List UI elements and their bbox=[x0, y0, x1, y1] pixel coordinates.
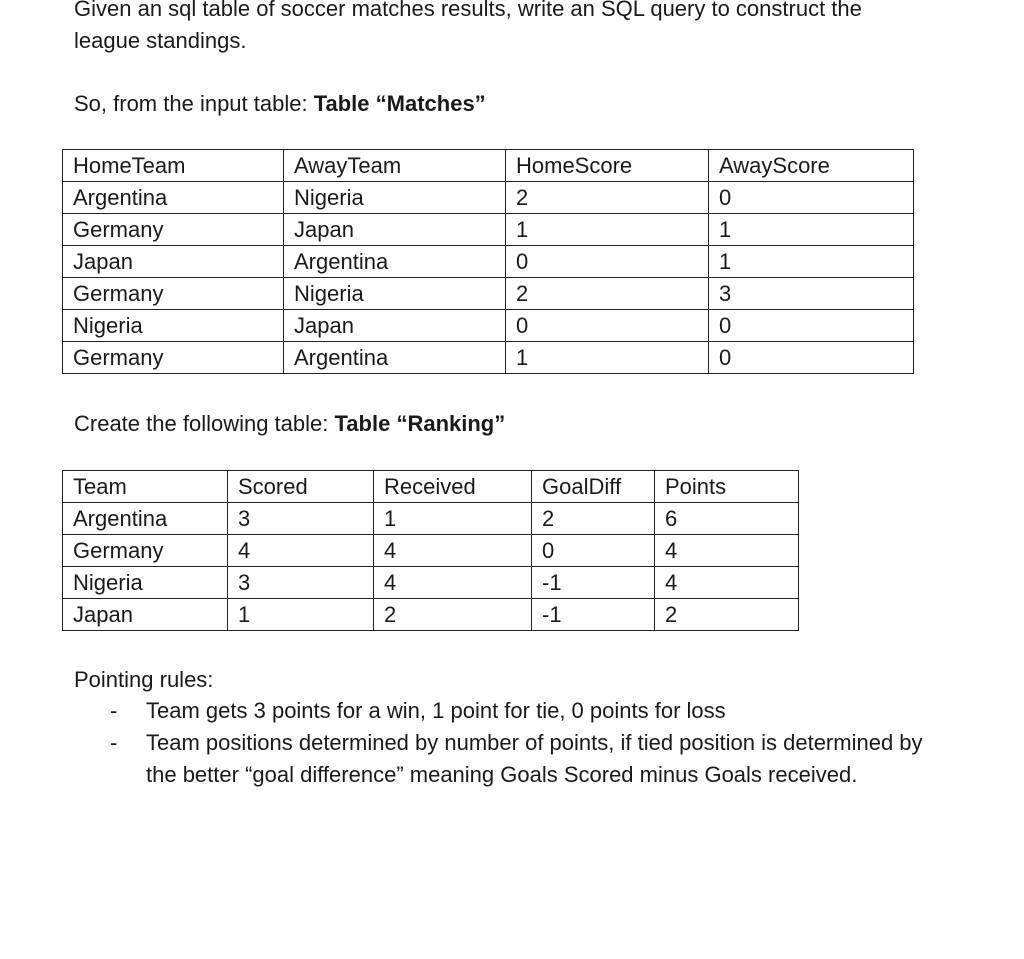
rules-list bbox=[74, 695, 954, 791]
ranking-header-cell: Points bbox=[655, 471, 799, 503]
table-cell: Japan bbox=[284, 214, 506, 246]
table-row bbox=[63, 246, 914, 278]
table-row bbox=[63, 310, 914, 342]
table-cell: 4 bbox=[374, 567, 532, 599]
table-cell: 1 bbox=[709, 246, 914, 278]
table-cell: 4 bbox=[228, 535, 374, 567]
table-cell: 0 bbox=[506, 246, 709, 278]
table-cell: 0 bbox=[709, 342, 914, 374]
ranking-header-cell: Scored bbox=[228, 471, 374, 503]
table-cell: Japan bbox=[63, 599, 228, 631]
table-cell: -1 bbox=[532, 599, 655, 631]
ranking-header-cell: Team bbox=[63, 471, 228, 503]
table-cell: 2 bbox=[655, 599, 799, 631]
table-cell: 3 bbox=[228, 567, 374, 599]
matches-table-title: Table “Matches” bbox=[313, 91, 486, 116]
matches-header-cell: AwayTeam bbox=[284, 150, 506, 182]
rules-heading: Pointing rules: bbox=[74, 667, 214, 692]
intro-line-1: Given an sql table of soccer matches results, write an SQL query to construct the bbox=[74, 0, 862, 21]
ranking-header-cell: Received bbox=[374, 471, 532, 503]
matches-header-cell: HomeScore bbox=[506, 150, 709, 182]
table-cell: 1 bbox=[709, 214, 914, 246]
ranking-table bbox=[62, 470, 799, 631]
table-cell: 4 bbox=[374, 535, 532, 567]
table-cell: 3 bbox=[709, 278, 914, 310]
table-cell: Nigeria bbox=[284, 182, 506, 214]
table-cell: 2 bbox=[374, 599, 532, 631]
table-cell: -1 bbox=[532, 567, 655, 599]
table-row bbox=[63, 182, 914, 214]
table-cell: 2 bbox=[506, 182, 709, 214]
table-row bbox=[63, 599, 799, 631]
matches-caption-prefix: So, from the input table: bbox=[74, 91, 314, 116]
table-cell: Japan bbox=[284, 310, 506, 342]
intro-line-2: league standings. bbox=[74, 28, 247, 53]
table-row bbox=[63, 214, 914, 246]
table-cell: Germany bbox=[63, 342, 284, 374]
ranking-caption-prefix: Create the following table: bbox=[74, 411, 335, 436]
matches-caption bbox=[74, 88, 486, 120]
table-row bbox=[63, 278, 914, 310]
table-cell: 6 bbox=[655, 503, 799, 535]
table-row bbox=[63, 567, 799, 599]
table-cell: Argentina bbox=[284, 246, 506, 278]
list-item bbox=[74, 695, 954, 727]
table-cell: Germany bbox=[63, 535, 228, 567]
ranking-header-row bbox=[63, 471, 799, 503]
bullet-dash: - bbox=[110, 730, 118, 755]
table-row bbox=[63, 503, 799, 535]
table-cell: Nigeria bbox=[63, 567, 228, 599]
list-item bbox=[74, 727, 954, 791]
table-cell: 3 bbox=[228, 503, 374, 535]
matches-header-row bbox=[63, 150, 914, 182]
table-cell: 2 bbox=[506, 278, 709, 310]
rule-text: Team gets 3 points for a win, 1 point for tie, 0 points for loss bbox=[146, 698, 726, 723]
table-cell: 2 bbox=[532, 503, 655, 535]
table-cell: 4 bbox=[655, 567, 799, 599]
table-cell: Argentina bbox=[63, 503, 228, 535]
table-cell: 0 bbox=[709, 182, 914, 214]
table-cell: Japan bbox=[63, 246, 284, 278]
table-cell: Argentina bbox=[284, 342, 506, 374]
table-cell: 0 bbox=[506, 310, 709, 342]
table-cell: 1 bbox=[228, 599, 374, 631]
table-cell: 0 bbox=[709, 310, 914, 342]
matches-header-cell: HomeTeam bbox=[63, 150, 284, 182]
matches-table bbox=[62, 149, 914, 374]
table-cell: Germany bbox=[63, 278, 284, 310]
table-cell: Nigeria bbox=[284, 278, 506, 310]
table-cell: Argentina bbox=[63, 182, 284, 214]
bullet-dash: - bbox=[110, 698, 118, 723]
table-cell: 1 bbox=[506, 342, 709, 374]
intro-paragraph bbox=[74, 0, 862, 57]
table-cell: Germany bbox=[63, 214, 284, 246]
ranking-caption bbox=[74, 408, 505, 440]
table-cell: 0 bbox=[532, 535, 655, 567]
ranking-header-cell: GoalDiff bbox=[532, 471, 655, 503]
table-cell: 4 bbox=[655, 535, 799, 567]
table-cell: 1 bbox=[374, 503, 532, 535]
matches-header-cell: AwayScore bbox=[709, 150, 914, 182]
table-cell: Nigeria bbox=[63, 310, 284, 342]
table-row bbox=[63, 535, 799, 567]
rule-text: Team positions determined by number of points, if tied position is determined by the better “goal difference” meaning Goals Scored minus Goals received. bbox=[146, 730, 923, 787]
ranking-table-title: Table “Ranking” bbox=[334, 411, 506, 436]
table-cell: 1 bbox=[506, 214, 709, 246]
table-row bbox=[63, 342, 914, 374]
